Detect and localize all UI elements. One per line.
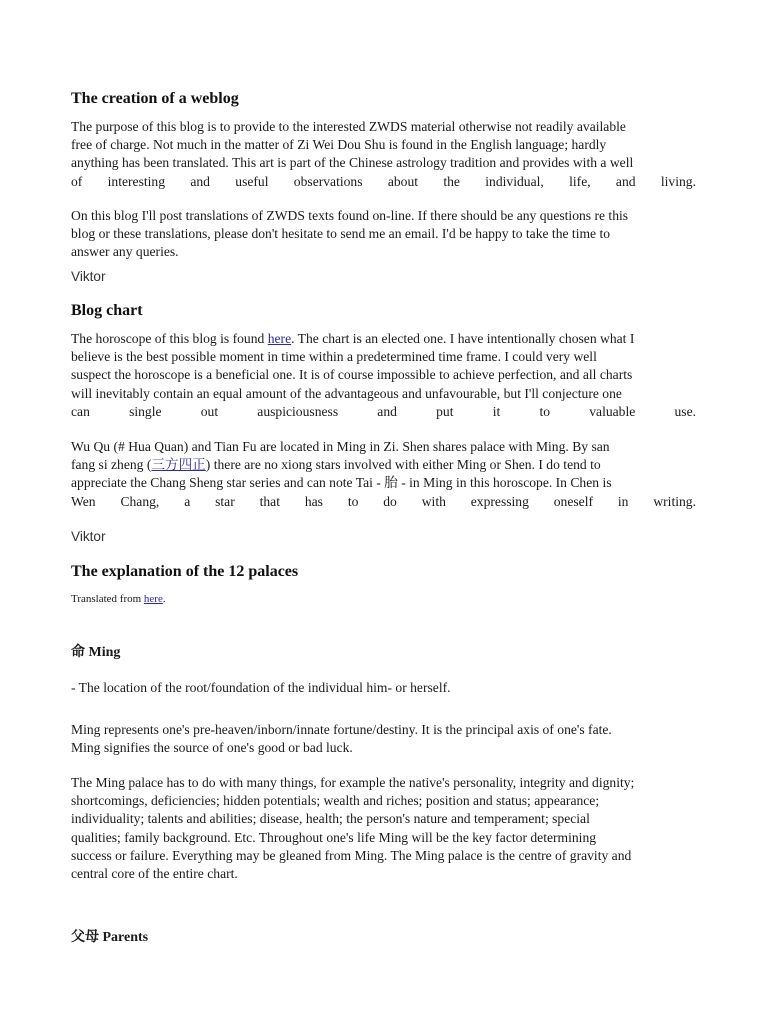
horoscope-here-link[interactable]: here [267, 331, 292, 346]
ming-paragraph-1 [71, 721, 696, 757]
text-line: Ming represents one's pre-heaven/inborn/innate fortune/destiny. It is the principal axis of one's fate. [71, 722, 612, 737]
text-line: qualities; family background. Etc. Throughout one's life Ming will be the key factor determining [71, 829, 597, 845]
text-line: The purpose of this blog is to provide to the interested ZWDS material otherwise not readily available [71, 119, 626, 134]
text-line: Ming signifies the source of one's good or bad luck. [71, 740, 353, 756]
ming-definition: - The location of the root/foundation of the individual him- or herself. [71, 680, 451, 695]
text-line: anything has been translated. This art is part of the Chinese astrology tradition and provides with a well [71, 155, 634, 171]
text-line: blog or these translations, please don't hesitate to send me an email. I'd be happy to take the time to [71, 226, 611, 242]
heading-blog-chart: Blog chart [71, 302, 143, 319]
ming-paragraph-2 [71, 774, 696, 883]
text-line [71, 456, 696, 474]
text-line [71, 330, 696, 348]
text-line: central core of the entire chart. [71, 866, 238, 882]
text-line: The Ming palace has to do with many things, for example the native's personality, integrity and dignity; [71, 775, 635, 790]
text-line: free of charge. Not much in the matter of Zi Wei Dou Shu is found in the English language; hardly [71, 137, 607, 153]
text-fragment: The horoscope of this blog is found [71, 331, 268, 346]
text-line: of interesting and useful observations about the individual, life, and living. [71, 173, 696, 189]
san-fang-si-zheng-link[interactable]: 三方四正 [151, 457, 206, 473]
text-line: can single out auspiciousness and put it to valuable use. [71, 403, 696, 419]
palace-title-ming: 命 Ming [71, 645, 121, 660]
signature: Viktor [71, 269, 106, 284]
blog-chart-paragraph-2 [71, 438, 696, 511]
text-fragment: fang si zheng ( [71, 457, 152, 473]
creation-paragraph-2 [71, 207, 696, 262]
text-fragment: ) there are no xiong stars involved with either Ming or Shen. I do tend to [205, 457, 601, 473]
text-line: answer any queries. [71, 244, 179, 260]
text-line: success or failure. Everything may be gleaned from Ming. The Ming palace is the centre of gravity and [71, 847, 632, 863]
text-line: On this blog I'll post translations of ZWDS texts found on-line. If there should be any questions re this [71, 208, 629, 223]
text-line: believe is the best possible moment in time within a predetermined time frame. I could very well [71, 349, 597, 365]
text-line: Wu Qu (# Hua Quan) and Tian Fu are located in Ming in Zi. Shen shares palace with Ming. By san [71, 439, 610, 454]
palace-title-parents: 父母 Parents [71, 930, 149, 945]
text-line: shortcomings, deficiencies; hidden potentials; wealth and riches; position and status; appearance; [71, 793, 600, 809]
text-line: will inevitably contain an equal amount of the advantageous and unfavourable, but I'll conjecture one [71, 385, 622, 401]
heading-twelve-palaces: The explanation of the 12 palaces [71, 563, 299, 580]
text-line: individuality; talents and abilities; disease, health; the person's nature and temperament; special [71, 811, 590, 827]
signature: Viktor [71, 529, 106, 544]
text-fragment: Translated from [71, 593, 144, 605]
translated-from-note [71, 590, 696, 608]
text-line: Wen Chang, a star that has to do with expressing oneself in writing. [71, 493, 696, 509]
text-line: suspect the horoscope is a beneficial one. It is of course impossible to achieve perfection, and all charts [71, 367, 633, 383]
text-fragment: . The chart is an elected one. I have intentionally chosen what I [291, 331, 635, 346]
creation-paragraph-1 [71, 118, 696, 191]
heading-creation: The creation of a weblog [71, 90, 239, 107]
text-line: appreciate the Chang Sheng star series and can note Tai - 胎 - in Ming in this horoscope. In Chen is [71, 475, 612, 491]
translation-source-link[interactable]: here [143, 593, 163, 605]
text-fragment: . [162, 593, 166, 605]
blog-chart-paragraph-1 [71, 330, 696, 421]
